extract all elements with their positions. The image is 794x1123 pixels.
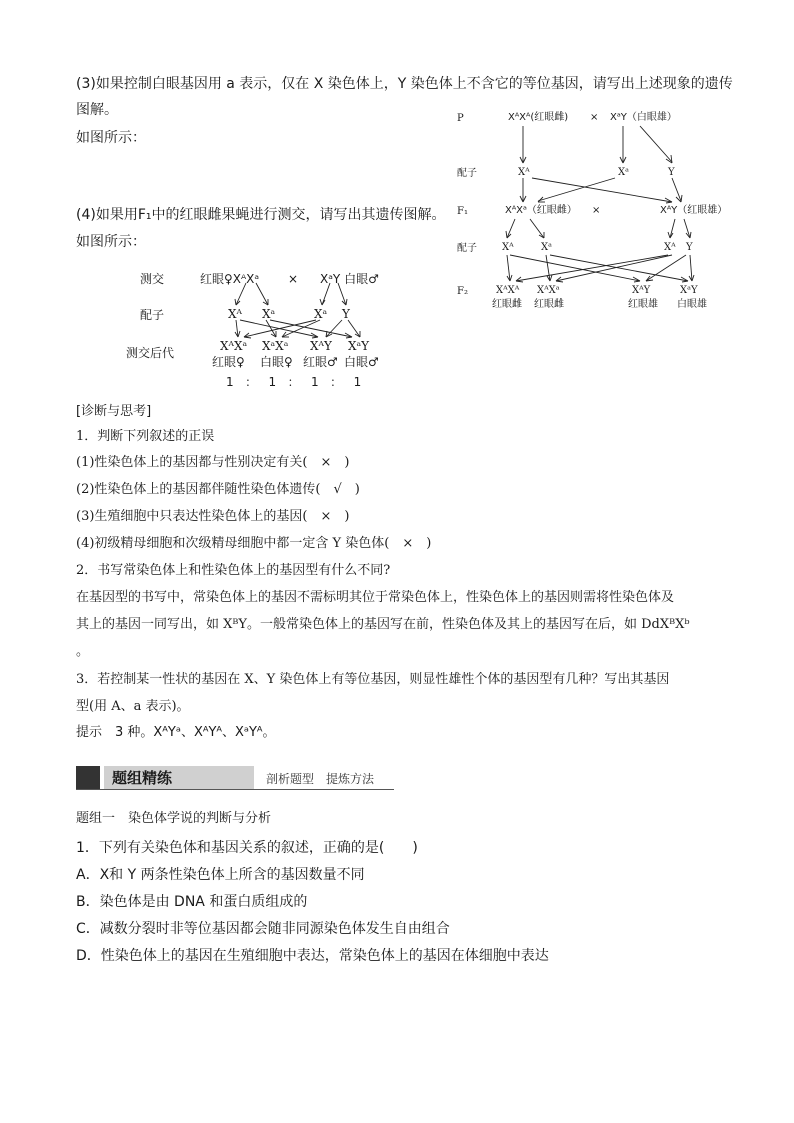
gamete-y: Y <box>686 242 693 253</box>
f2-genotype: XᵃY <box>680 285 698 296</box>
diagnosis-q1-item: (2)性染色体上的基因都伴随性染色体遗传( √ ) <box>76 482 360 497</box>
section-subtitle: 剖析题型 提炼方法 <box>266 772 375 786</box>
arrow-head <box>235 299 236 305</box>
cross-symbol: × <box>288 272 299 286</box>
section-marker-block <box>76 766 100 790</box>
section-header <box>76 766 394 790</box>
row-label-gamete: 配子 <box>457 243 477 254</box>
question-stem: 1．下列有关染色体和基因关系的叙述，正确的是( ) <box>76 840 418 856</box>
arrow-head <box>346 299 347 305</box>
diagnosis-q1-item: (1)性染色体上的基因都与性别决定有关( × ) <box>76 455 350 470</box>
q4-text-line1: (4)如果用F₁中的红眼雌果蝇进行测交，请写出其遗传图解。 <box>76 207 446 223</box>
f2-genotype: XᴬY <box>632 285 651 296</box>
diagram-left-arrows <box>0 0 794 400</box>
gamete-xa-recessive: Xᵃ <box>262 307 276 321</box>
diagnosis-q1-item: (4)初级精母细胞和次级精母细胞中都一定含 Y 染色体( × ) <box>76 536 432 551</box>
offspring-ratio: 1 ： 1 ： 1 ： 1 <box>226 375 362 389</box>
offspring-phenotype: 白眼♀ <box>260 355 293 369</box>
offspring-phenotype: 红眼♀ <box>212 355 245 369</box>
q3-text-line1: (3)如果控制白眼基因用 a 表示，仅在 X 染色体上，Y 染色体上不含它的等位基因，请写出上述现象的遗传 <box>76 76 733 92</box>
diagnosis-q2-answer: 在基因型的书写中，常染色体上的基因不需标明其位于常染色体上，性染色体上的基因则需将性染色体及 <box>76 590 675 605</box>
row-label-gamete: 配子 <box>140 308 165 322</box>
row-label-f1: F₁ <box>457 206 468 217</box>
section-title: 题组精练 <box>112 769 173 787</box>
diagnosis-q1-item: (3)生殖细胞中只表达性染色体上的基因( × ) <box>76 509 350 524</box>
p-female-genotype: XᴬXᴬ(红眼雌) <box>508 112 569 123</box>
offspring-genotype: XᴬXᵃ <box>220 339 248 353</box>
q3-answer-label: 如图所示： <box>76 130 146 146</box>
cross-symbol: × <box>590 112 599 123</box>
testcross-female: 红眼♀XᴬXᵃ <box>200 272 260 286</box>
f2-genotype: XᴬXᵃ <box>537 285 560 296</box>
diagnosis-q3-title: 3．若控制某一性状的基因在 X、Y 染色体上有等位基因，则显性雄性个体的基因型有几种？写出其基因 <box>76 672 670 687</box>
group-title: 题组一 染色体学说的判断与分析 <box>76 811 272 826</box>
arrow-line <box>348 320 360 337</box>
diagnosis-q3-hint: 提示 3 种。XᴬYᵃ、XᴬYᴬ、XᵃYᴬ。 <box>76 725 276 740</box>
diagnosis-q2-title: 2．书写常染色体上和性染色体上的基因型有什么不同? <box>76 563 391 578</box>
section-rule <box>76 789 394 790</box>
gamete-xa-dominant: Xᴬ <box>502 242 514 253</box>
offspring-genotype: XᴬY <box>310 339 332 353</box>
row-label-p: P <box>457 113 464 124</box>
cross-symbol: × <box>592 205 601 216</box>
option-b: B．染色体是由 DNA 和蛋白质组成的 <box>76 894 308 910</box>
p-male-genotype: XᵃY（白眼雄） <box>610 112 677 123</box>
option-a: A．X和 Y 两条性染色体上所含的基因数量不同 <box>76 867 365 883</box>
gamete-xa-dominant: Xᴬ <box>664 242 676 253</box>
offspring-genotype: XᵃY <box>348 339 370 353</box>
row-label-offspring: 测交后代 <box>126 346 175 360</box>
diagnosis-q2-answer: 。 <box>76 644 90 659</box>
diagnosis-q2-answer: 其上的基因一同写出，如 XᴮY。一般常染色体上的基因写在前，性染色体及其上的基因写在后，如 DdXᴮXᵇ <box>76 617 690 632</box>
f1-female-genotype: XᴬXᵃ（红眼雌） <box>505 205 577 216</box>
q4-answer-label: 如图所示： <box>76 234 146 250</box>
gamete-xa-dominant: Xᴬ <box>228 307 242 321</box>
offspring-phenotype: 白眼♂ <box>344 355 379 369</box>
diagnosis-q1-title: 1．判断下列叙述的正误 <box>76 429 215 444</box>
diagnosis-q3-title: 型(用 A、a 表示)。 <box>76 699 190 714</box>
f2-genotype: XᴬXᴬ <box>496 285 520 296</box>
row-label-gamete: 配子 <box>457 168 477 179</box>
f1-male-genotype: XᴬY（红眼雄） <box>660 205 728 216</box>
gamete-xa-recessive: Xᵃ <box>314 307 328 321</box>
f2-phenotype: 红眼雌 <box>534 299 564 310</box>
offspring-genotype: XᵃXᵃ <box>262 339 289 353</box>
row-label-f2: F₂ <box>457 286 468 297</box>
testcross-male: XᵃY 白眼♂ <box>320 272 379 286</box>
gamete-y: Y <box>342 307 350 321</box>
option-d: D．性染色体上的基因在生殖细胞中表达，常染色体上的基因在体细胞中表达 <box>76 948 549 964</box>
gamete-xa-recessive: Xᵃ <box>618 167 629 178</box>
row-label-testcross: 测交 <box>140 272 165 286</box>
gamete-xa-recessive: Xᵃ <box>541 242 552 253</box>
diagnosis-heading: [诊断与思考] <box>76 404 152 419</box>
arrow-head <box>320 299 322 305</box>
f2-phenotype: 红眼雌 <box>492 299 522 310</box>
gamete-xa-dominant: Xᴬ <box>518 167 530 178</box>
arrow-head <box>238 331 240 337</box>
offspring-phenotype: 红眼♂ <box>303 355 338 369</box>
gamete-y: Y <box>668 167 675 178</box>
option-c: C．减数分裂时非等位基因都会随非同源染色体发生自由组合 <box>76 921 450 937</box>
f2-phenotype: 白眼雄 <box>677 299 707 310</box>
f2-phenotype: 红眼雄 <box>628 299 658 310</box>
q3-text-line2: 图解。 <box>76 102 118 118</box>
